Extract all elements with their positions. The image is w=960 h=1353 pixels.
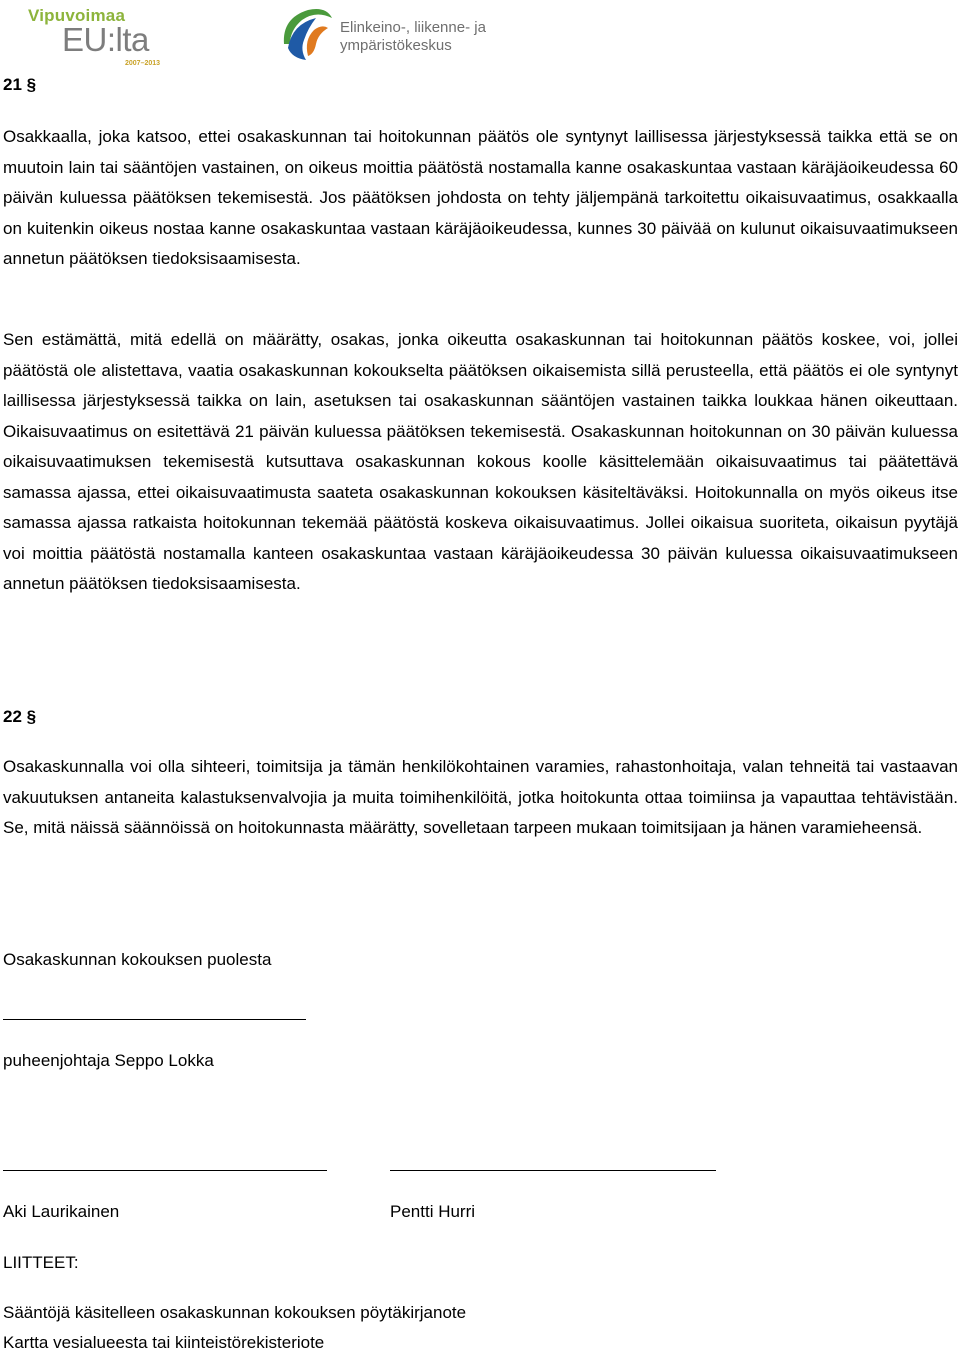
vipuvoimaa-logo-years: 2007–2013 [125,60,161,67]
signature-line-chair [3,1019,306,1020]
section-21-paragraph-2: Sen estämättä, mitä edellä on määrätty, osakas, jonka oikeutta osakaskunnan tai hoitokunnan päätös koskee, voi, jollei päätöstä ole alistettava, vaatia osakaskunnan kokoukselta päätöksen oikaisemista sillä perusteella, että päätös ei ole syntynyt laillisessa järjestyksessä taikka on lain, asetuksen tai osakaskunnan sääntöjen vastainen taikka loukkaa hänen oikeuttaan. Oikaisuvaatimus on esitettävä 21 päivän kuluessa päätöksen tekemisestä. Osakaskunnan hoitokunnan on 30 päivän kuluessa oikaisuvaatimuksen tekemisestä kutsuttava osakaskunnan kokous koolle käsittelemään oikaisuvaatimus tai päätettävä samassa ajassa, ettei oikaisuvaatimusta saateta osakaskunnan kokouksen käsiteltäväksi. Hoitokunnalla on myös oikeus itse samassa ajassa ratkaista hoitokunnan tekemää päätöstä koskeva oikaisuvaatimus. Jollei oikaisua suoriteta, oikaisun pyytäjä voi moittia päätöstä nostamalla kanteen osakaskuntaa vastaan käräjäoikeudessa 30 päivän kuluessa oikaisuvaatimukseen annetun päätöksen tiedoksisaamisesta. [3,330,958,593]
ely-emblem-icon [278,4,334,62]
section-21-paragraph-1: Osakkaalla, joka katsoo, ettei osakaskunnan tai hoitokunnan päätös ole syntynyt laillisessa järjestyksessä taikka että se on muutoin lain tai sääntöjen vastainen, on oikeus moittia päätöstä nostamalla kanne osakaskuntaa vastaan käräjäoikeudessa 60 päivän kuluessa päätöksen tekemisestä. Jos päätöksen johdosta on tehty jäljempänä tarkoitettu oikaisuvaatimus, osakkaalla on kuitenkin oikeus nostaa kanne osakaskuntaa vastaan käräjäoikeudessa, kunnes 30 päivää on kulunut oikaisuvaatimukseen annetun päätöksen tiedoksisaamisesta. [3,127,958,268]
vipuvoimaa-logo-title: Vipuvoimaa [28,6,126,25]
section-22-heading: 22 § [3,707,37,726]
ely-logo-line-1: Elinkeino-, liikenne- ja [340,19,486,36]
vipuvoimaa-logo-eu: EU:lta [62,21,149,58]
signature-signer-2-name: Pentti Hurri [390,1202,476,1221]
ely-logo-line-2: ympäristökeskus [340,37,452,54]
signature-chair-name: puheenjohtaja Seppo Lokka [3,1051,214,1070]
signature-line-signer-1 [3,1170,327,1171]
attachment-item: Sääntöjä käsitelleen osakaskunnan kokouksen pöytäkirjanote [3,1303,467,1322]
ely-keskus-logo [278,4,518,64]
signature-signer-1-name: Aki Laurikainen [3,1202,120,1221]
signature-line-signer-2 [390,1170,716,1171]
attachments-title: LIITTEET: [3,1253,79,1272]
section-21-heading: 21 § [3,75,37,94]
section-22-paragraph-1: Osakaskunnalla voi olla sihteeri, toimitsija ja tämän henkilökohtainen varamies, rahastonhoitaja, valan tehneitä tai vastaavan vakuutuksen antaneita kalastuksenvalvojia ja muita toimihenkilöitä, jotka hoitokunta ottaa toimiinsa ja vapauttaa tehtävistään. Se, mitä näissä säännöissä on hoitokunnasta määrätty, sovelletaan tarpeen mukaan toimitsijaan ja hänen varamieheensä. [3,757,958,837]
header-logos [0,0,960,72]
attachment-item: Kartta vesialueesta tai kiinteistörekisteriote [3,1333,325,1352]
vipuvoimaa-logo [24,4,174,70]
signature-on-behalf-label: Osakaskunnan kokouksen puolesta [3,950,272,969]
